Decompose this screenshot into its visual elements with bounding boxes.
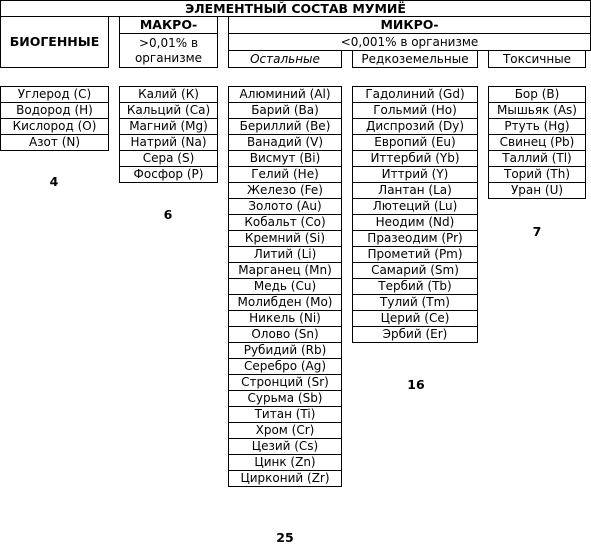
element-cell: Азот (N) <box>0 134 109 151</box>
element-cell: Иттрий (Y) <box>352 166 478 183</box>
element-cell: Водород (Н) <box>0 102 109 119</box>
micro-header: МИКРО- <box>228 16 591 34</box>
element-cell: Углерод (С) <box>0 86 109 103</box>
element-cell: Таллий (Tl) <box>488 150 586 167</box>
element-cell: Марганец (Mn) <box>228 262 342 279</box>
micro-rare-earth-label: Редкоземельные <box>352 50 478 68</box>
element-cell: Титан (Ti) <box>228 406 342 423</box>
element-cell: Золото (Au) <box>228 198 342 215</box>
element-cell: Бор (B) <box>488 86 586 103</box>
micro-rare-earth-count: 16 <box>407 377 425 392</box>
macro-header: МАКРО- <box>119 16 218 34</box>
element-cell: Свинец (Pb) <box>488 134 586 151</box>
biogenic-count: 4 <box>49 174 59 189</box>
element-cell: Олово (Sn) <box>228 326 342 343</box>
element-cell: Иттербий (Yb) <box>352 150 478 167</box>
element-cell: Железо (Fe) <box>228 182 342 199</box>
micro-other-label: Остальные <box>228 50 342 68</box>
element-cell: Неодим (Nd) <box>352 214 478 231</box>
macro-count: 6 <box>163 207 173 222</box>
element-cell: Лютеций (Lu) <box>352 198 478 215</box>
micro-other-element-list <box>228 86 342 487</box>
micro-toxic-element-list <box>488 86 586 199</box>
element-cell: Серебро (Ag) <box>228 358 342 375</box>
element-cell: Мышьяк (As) <box>488 102 586 119</box>
element-cell: Торий (Th) <box>488 166 586 183</box>
micro-threshold: <0,001% в организме <box>228 33 591 51</box>
diagram-title: ЭЛЕМЕНТНЫЙ СОСТАВ МУМИЁ <box>0 0 591 17</box>
element-cell: Кобальт (Co) <box>228 214 342 231</box>
element-cell: Барий (Ba) <box>228 102 342 119</box>
element-cell: Гольмий (Ho) <box>352 102 478 119</box>
element-cell: Кальций (Са) <box>119 102 218 119</box>
element-cell: Церий (Ce) <box>352 310 478 327</box>
element-cell: Бериллий (Be) <box>228 118 342 135</box>
element-cell: Эрбий (Er) <box>352 326 478 343</box>
element-cell: Уран (U) <box>488 182 586 199</box>
element-cell: Стронций (Sr) <box>228 374 342 391</box>
micro-toxic-label: Токсичные <box>488 50 586 68</box>
element-cell: Магний (Mg) <box>119 118 218 135</box>
element-cell: Кислород (О) <box>0 118 109 135</box>
element-cell: Прометий (Pm) <box>352 246 478 263</box>
element-cell: Европий (Eu) <box>352 134 478 151</box>
element-cell: Гадолиний (Gd) <box>352 86 478 103</box>
biogenic-header: БИОГЕННЫЕ <box>0 16 109 68</box>
element-cell: Фосфор (Р) <box>119 166 218 183</box>
element-cell: Празеодим (Pr) <box>352 230 478 247</box>
element-cell: Хром (Cr) <box>228 422 342 439</box>
element-cell: Рубидий (Rb) <box>228 342 342 359</box>
macro-element-list <box>119 86 218 183</box>
micro-toxic-count: 7 <box>532 224 542 239</box>
element-cell: Ртуть (Hg) <box>488 118 586 135</box>
element-cell: Литий (Li) <box>228 246 342 263</box>
element-cell: Алюминий (Al) <box>228 86 342 103</box>
element-cell: Цирконий (Zr) <box>228 470 342 487</box>
micro-other-count: 25 <box>276 530 294 545</box>
element-cell: Медь (Cu) <box>228 278 342 295</box>
element-cell: Калий (К) <box>119 86 218 103</box>
element-cell: Гелий (He) <box>228 166 342 183</box>
micro-rare-earth-element-list <box>352 86 478 343</box>
element-cell: Сурьма (Sb) <box>228 390 342 407</box>
element-cell: Кремний (Si) <box>228 230 342 247</box>
element-cell: Сера (S) <box>119 150 218 167</box>
element-cell: Самарий (Sm) <box>352 262 478 279</box>
element-cell: Никель (Ni) <box>228 310 342 327</box>
element-cell: Цинк (Zn) <box>228 454 342 471</box>
element-cell: Висмут (Bi) <box>228 150 342 167</box>
element-cell: Цезий (Cs) <box>228 438 342 455</box>
element-cell: Тербий (Tb) <box>352 278 478 295</box>
element-cell: Натрий (Na) <box>119 134 218 151</box>
element-cell: Диспрозий (Dy) <box>352 118 478 135</box>
element-cell: Лантан (La) <box>352 182 478 199</box>
biogenic-element-list <box>0 86 109 151</box>
element-cell: Ванадий (V) <box>228 134 342 151</box>
element-cell: Молибден (Mo) <box>228 294 342 311</box>
element-cell: Тулий (Tm) <box>352 294 478 311</box>
macro-threshold: >0,01% в организме <box>119 33 218 68</box>
